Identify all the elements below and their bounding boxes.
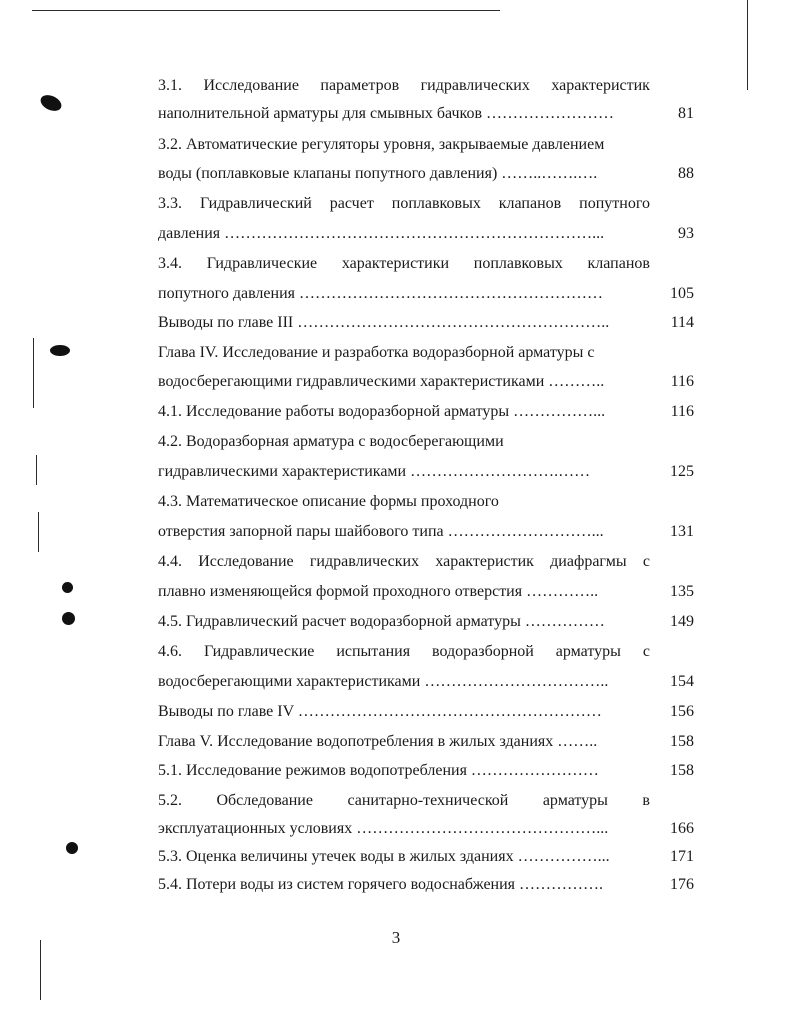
toc-word: клапанов bbox=[587, 255, 650, 272]
toc-word: характеристик bbox=[551, 77, 650, 94]
toc-page-number: 105 bbox=[670, 285, 694, 302]
toc-word: Обследование bbox=[216, 792, 313, 809]
toc-word: в bbox=[642, 792, 650, 809]
toc-entry-text bbox=[158, 76, 650, 96]
toc-entry-text bbox=[158, 791, 650, 811]
toc-entry-text bbox=[158, 254, 650, 274]
toc-entry-text: Выводы по главе IV ………………………………………………… bbox=[158, 703, 602, 720]
toc-word: Гидравлический bbox=[199, 195, 312, 212]
toc-entry-text: попутного давления ………………………………………………… bbox=[158, 285, 603, 302]
toc-entry-text: 4.1. Исследование работы водоразборной арматуры ……………... bbox=[158, 403, 606, 420]
toc-entry-text: 5.1. Исследование режимов водопотребления …………………… bbox=[158, 762, 599, 779]
toc-word: с bbox=[642, 553, 650, 570]
toc-entry-text: водосберегающими характеристиками …………………………….. bbox=[158, 673, 609, 690]
toc-page-number: 158 bbox=[670, 733, 694, 750]
toc-word: расчет bbox=[329, 195, 374, 212]
toc-word: 3.4. bbox=[158, 255, 182, 272]
toc-entry-text: плавно изменяющейся формой проходного отверстия ………….. bbox=[158, 583, 599, 600]
toc-word: поплавковых bbox=[473, 255, 563, 272]
page-number: 3 bbox=[391, 928, 401, 947]
toc-word: гидравлических bbox=[309, 553, 420, 570]
toc-entry-text: Глава IV. Исследование и разработка водоразборной арматуры с bbox=[158, 344, 595, 361]
toc-entry-text: 5.4. Потери воды из систем горячего водоснабжения ……………. bbox=[158, 876, 604, 893]
toc-page-number: 114 bbox=[670, 314, 694, 331]
toc-entry-text: 4.5. Гидравлический расчет водоразборной арматуры …………… bbox=[158, 613, 605, 630]
toc-page-number: 166 bbox=[670, 820, 694, 837]
toc-entry-text: отверстия запорной пары шайбового типа ………………………... bbox=[158, 523, 604, 540]
toc-word: Гидравлические bbox=[203, 643, 315, 660]
toc-entry-text bbox=[158, 552, 650, 572]
toc-word: 4.6. bbox=[158, 643, 182, 660]
toc-word: арматуры bbox=[555, 643, 621, 660]
toc-page-number: 149 bbox=[670, 613, 694, 630]
toc-page-number: 156 bbox=[670, 703, 694, 720]
toc-page-number: 154 bbox=[670, 673, 694, 690]
toc-page-number: 131 bbox=[670, 523, 694, 540]
toc-entry-text: давления ……………………………………………………………... bbox=[158, 225, 605, 242]
toc-word: 5.2. bbox=[158, 792, 182, 809]
toc-entry-text: наполнительной арматуры для смывных бачков …………………… bbox=[158, 105, 614, 122]
toc-word: 3.3. bbox=[158, 195, 182, 212]
toc-word: параметров bbox=[320, 77, 400, 94]
toc-entry-text bbox=[158, 194, 650, 214]
toc-word: 3.1. bbox=[158, 77, 182, 94]
toc-entry-text: 4.2. Водоразборная арматура с водосберегающими bbox=[158, 433, 504, 450]
toc-page-number: 93 bbox=[678, 225, 694, 242]
toc-word: испытания bbox=[336, 643, 411, 660]
toc-entry-text: Выводы по главе III ………………………………………………….. bbox=[158, 314, 610, 331]
toc-page-number: 171 bbox=[670, 848, 694, 865]
toc-word: гидравлических bbox=[420, 77, 530, 94]
toc-word: попутного bbox=[579, 195, 650, 212]
toc-entry-text: эксплуатационных условиях ………………………………………... bbox=[158, 820, 609, 837]
toc-entry-text: 3.2. Автоматические регуляторы уровня, закрываемые давлением bbox=[158, 136, 605, 153]
toc-page-number: 81 bbox=[678, 105, 694, 122]
toc-word: с bbox=[642, 643, 650, 660]
toc-word: водоразборной bbox=[432, 643, 534, 660]
toc-entry-text: 5.3. Оценка величины утечек воды в жилых зданиях ……………... bbox=[158, 848, 610, 865]
toc-word: клапанов bbox=[498, 195, 562, 212]
toc-entry-text: гидравлическими характеристиками ……………………….…… bbox=[158, 463, 591, 480]
toc-page-number: 158 bbox=[670, 762, 694, 779]
toc-word: Исследование bbox=[198, 553, 294, 570]
toc-page-number: 116 bbox=[670, 373, 694, 390]
toc-entry-text: воды (поплавковые клапаны попутного давления) ……..…….…. bbox=[158, 165, 598, 182]
toc-word: санитарно-технической bbox=[347, 792, 509, 809]
toc-entry-text bbox=[158, 642, 650, 662]
toc-word: поплавковых bbox=[391, 195, 481, 212]
toc-page-number: 135 bbox=[670, 583, 694, 600]
toc-page-number: 88 bbox=[678, 165, 694, 182]
toc-entry-text: Глава V. Исследование водопотребления в жилых зданиях …….. bbox=[158, 733, 598, 750]
toc-word: характеристик bbox=[435, 553, 534, 570]
toc-entry-text: водосберегающими гидравлическими характеристиками ……….. bbox=[158, 373, 605, 390]
toc-page-number: 116 bbox=[670, 403, 694, 420]
toc-word: арматуры bbox=[542, 792, 608, 809]
toc-page-number: 125 bbox=[670, 463, 694, 480]
toc-word: 4.4. bbox=[158, 553, 182, 570]
toc-word: Гидравлические bbox=[206, 255, 318, 272]
toc-word: диафрагмы bbox=[550, 553, 627, 570]
toc-page-number: 176 bbox=[670, 876, 694, 893]
toc-word: Исследование bbox=[203, 77, 299, 94]
toc-word: характеристики bbox=[341, 255, 450, 272]
toc-entry-text: 4.3. Математическое описание формы проходного bbox=[158, 493, 499, 510]
